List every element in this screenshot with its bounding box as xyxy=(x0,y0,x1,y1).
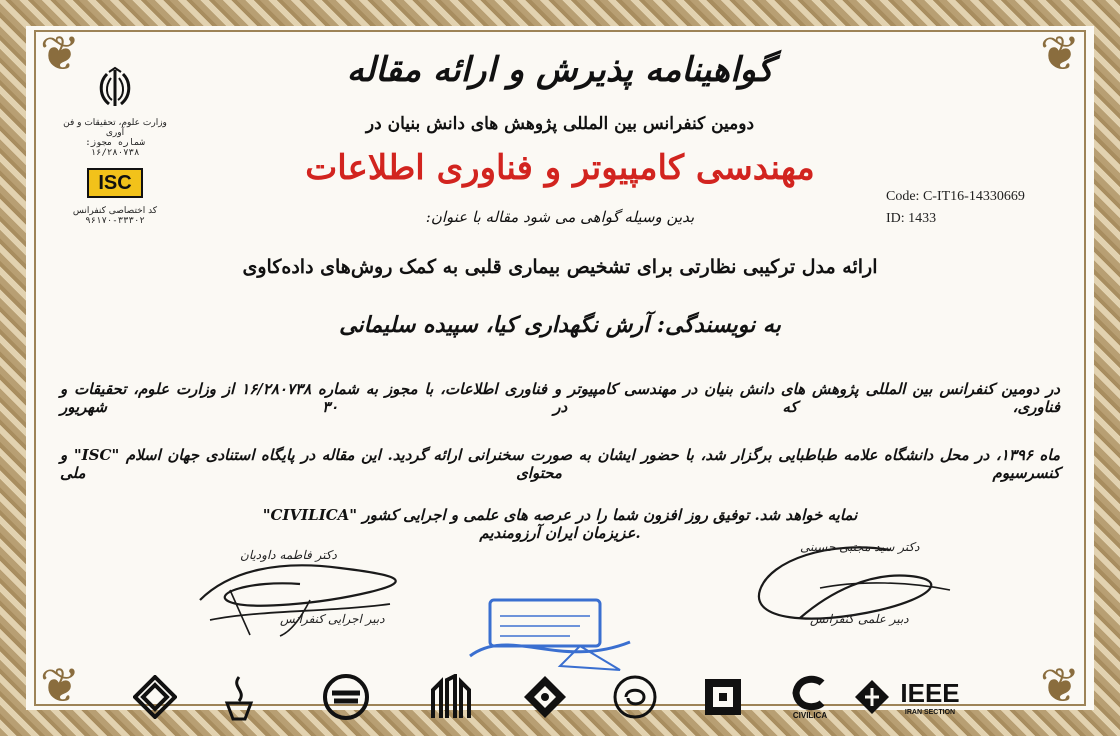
ministry-block xyxy=(60,66,170,226)
isc-label: کد اختصاصی کنفرانس xyxy=(72,206,158,216)
signature-left xyxy=(190,540,430,650)
corner-ornament-icon: ❦ xyxy=(1039,658,1081,714)
conference-stamp-icon xyxy=(460,586,640,676)
corner-ornament-icon: ❦ xyxy=(1039,26,1081,82)
signature-left-name: دکتر فاطمه داودیان xyxy=(240,548,337,562)
body-text-line: در دومین کنفرانس بین المللی پژوهش های دانش بنیان در مهندسی کامپیوتر و فناوری اطلاعات، با مجوز به شماره ۱۶/۲۸۰۷۳۸ از وزارت علوم، تحقیقات و فناوری، که در ۳۰ شهریور xyxy=(60,380,1061,416)
body-text-line: "CIVILICA" نمایه خواهد شد. توفیق روز افزون شما را در عرصه های علمی و اجرایی کشور عزیزمان ایران آرزومندیم. xyxy=(262,506,858,542)
sponsor-logo-knot-icon xyxy=(130,672,180,722)
signature-right-name: دکتر سید مجتبی حسینی xyxy=(800,540,920,554)
civilica-label: CIVILICA xyxy=(792,710,828,720)
signature-right xyxy=(740,530,970,640)
sponsor-logo-university-icon xyxy=(426,672,476,722)
corner-ornament-icon: ❦ xyxy=(39,26,81,82)
sponsor-logo-pattern-icon xyxy=(520,672,570,722)
ieee-diamond-icon xyxy=(852,672,892,722)
ministry-name: وزارت علوم، تحقیقات و فن آوری xyxy=(63,118,167,138)
civilica-c-icon xyxy=(790,675,830,711)
certificate-code: Code: C-IT16-14330669 xyxy=(886,189,1025,204)
conference-subtitle: دومین کنفرانس بین المللی پژوهش های دانش بنیان در xyxy=(365,114,755,134)
ieee-label: IEEE xyxy=(900,678,960,708)
corner-ornament-icon: ❦ xyxy=(39,658,81,714)
sponsor-logo-circle-icon xyxy=(318,672,374,722)
signature-right-role: دبیر علمی کنفرانس xyxy=(810,612,909,626)
isc-code: ۹۶۱۷۰-۳۳۳۰۲ xyxy=(85,216,145,226)
civilica-logo xyxy=(780,672,840,722)
paper-title: ارائه مدل ترکیبی نظارتی برای تشخیص بیماری قلبی به کمک روش‌های داده‌کاوی xyxy=(242,256,878,278)
authors-line: به نویسندگی: آرش نگهداری کیا، سپیده سلیمانی xyxy=(339,312,781,338)
code-box xyxy=(886,186,1025,230)
body-text-line: ماه ۱۳۹۶، در محل دانشگاه علامه طباطبایی برگزار شد، با حضور ایشان به صورت سخنرانی ارائه گردید. این مقاله در پایگاه استنادی جهان اسلام "ISC" و کنسرسیوم محتوای ملی xyxy=(60,446,1061,482)
signature-left-role: دبیر اجرایی کنفرانس xyxy=(280,612,385,626)
sponsor-logo-seal-icon xyxy=(698,672,748,722)
ieee-section-label: IRAN SECTION xyxy=(904,709,956,716)
certificate-id: ID: 1433 xyxy=(886,211,937,226)
ministry-permit: شماره مجوز: ۱۶/۲۸۰۷۳۸ xyxy=(85,138,145,158)
certificate-title: گواهینامه پذیرش و ارائه مقاله xyxy=(346,50,774,90)
certify-line: بدین وسیله گواهی می شود مقاله با عنوان: xyxy=(425,208,695,226)
sponsor-logo-globe-icon xyxy=(610,672,660,722)
iran-emblem-icon xyxy=(93,66,137,110)
sponsor-logos xyxy=(130,672,970,728)
sponsor-logo-torch-icon xyxy=(214,672,264,722)
isc-logo: ISC xyxy=(87,168,143,198)
ieee-logo xyxy=(892,672,968,722)
conference-field: مهندسی کامپیوتر و فناوری اطلاعات xyxy=(305,148,815,188)
